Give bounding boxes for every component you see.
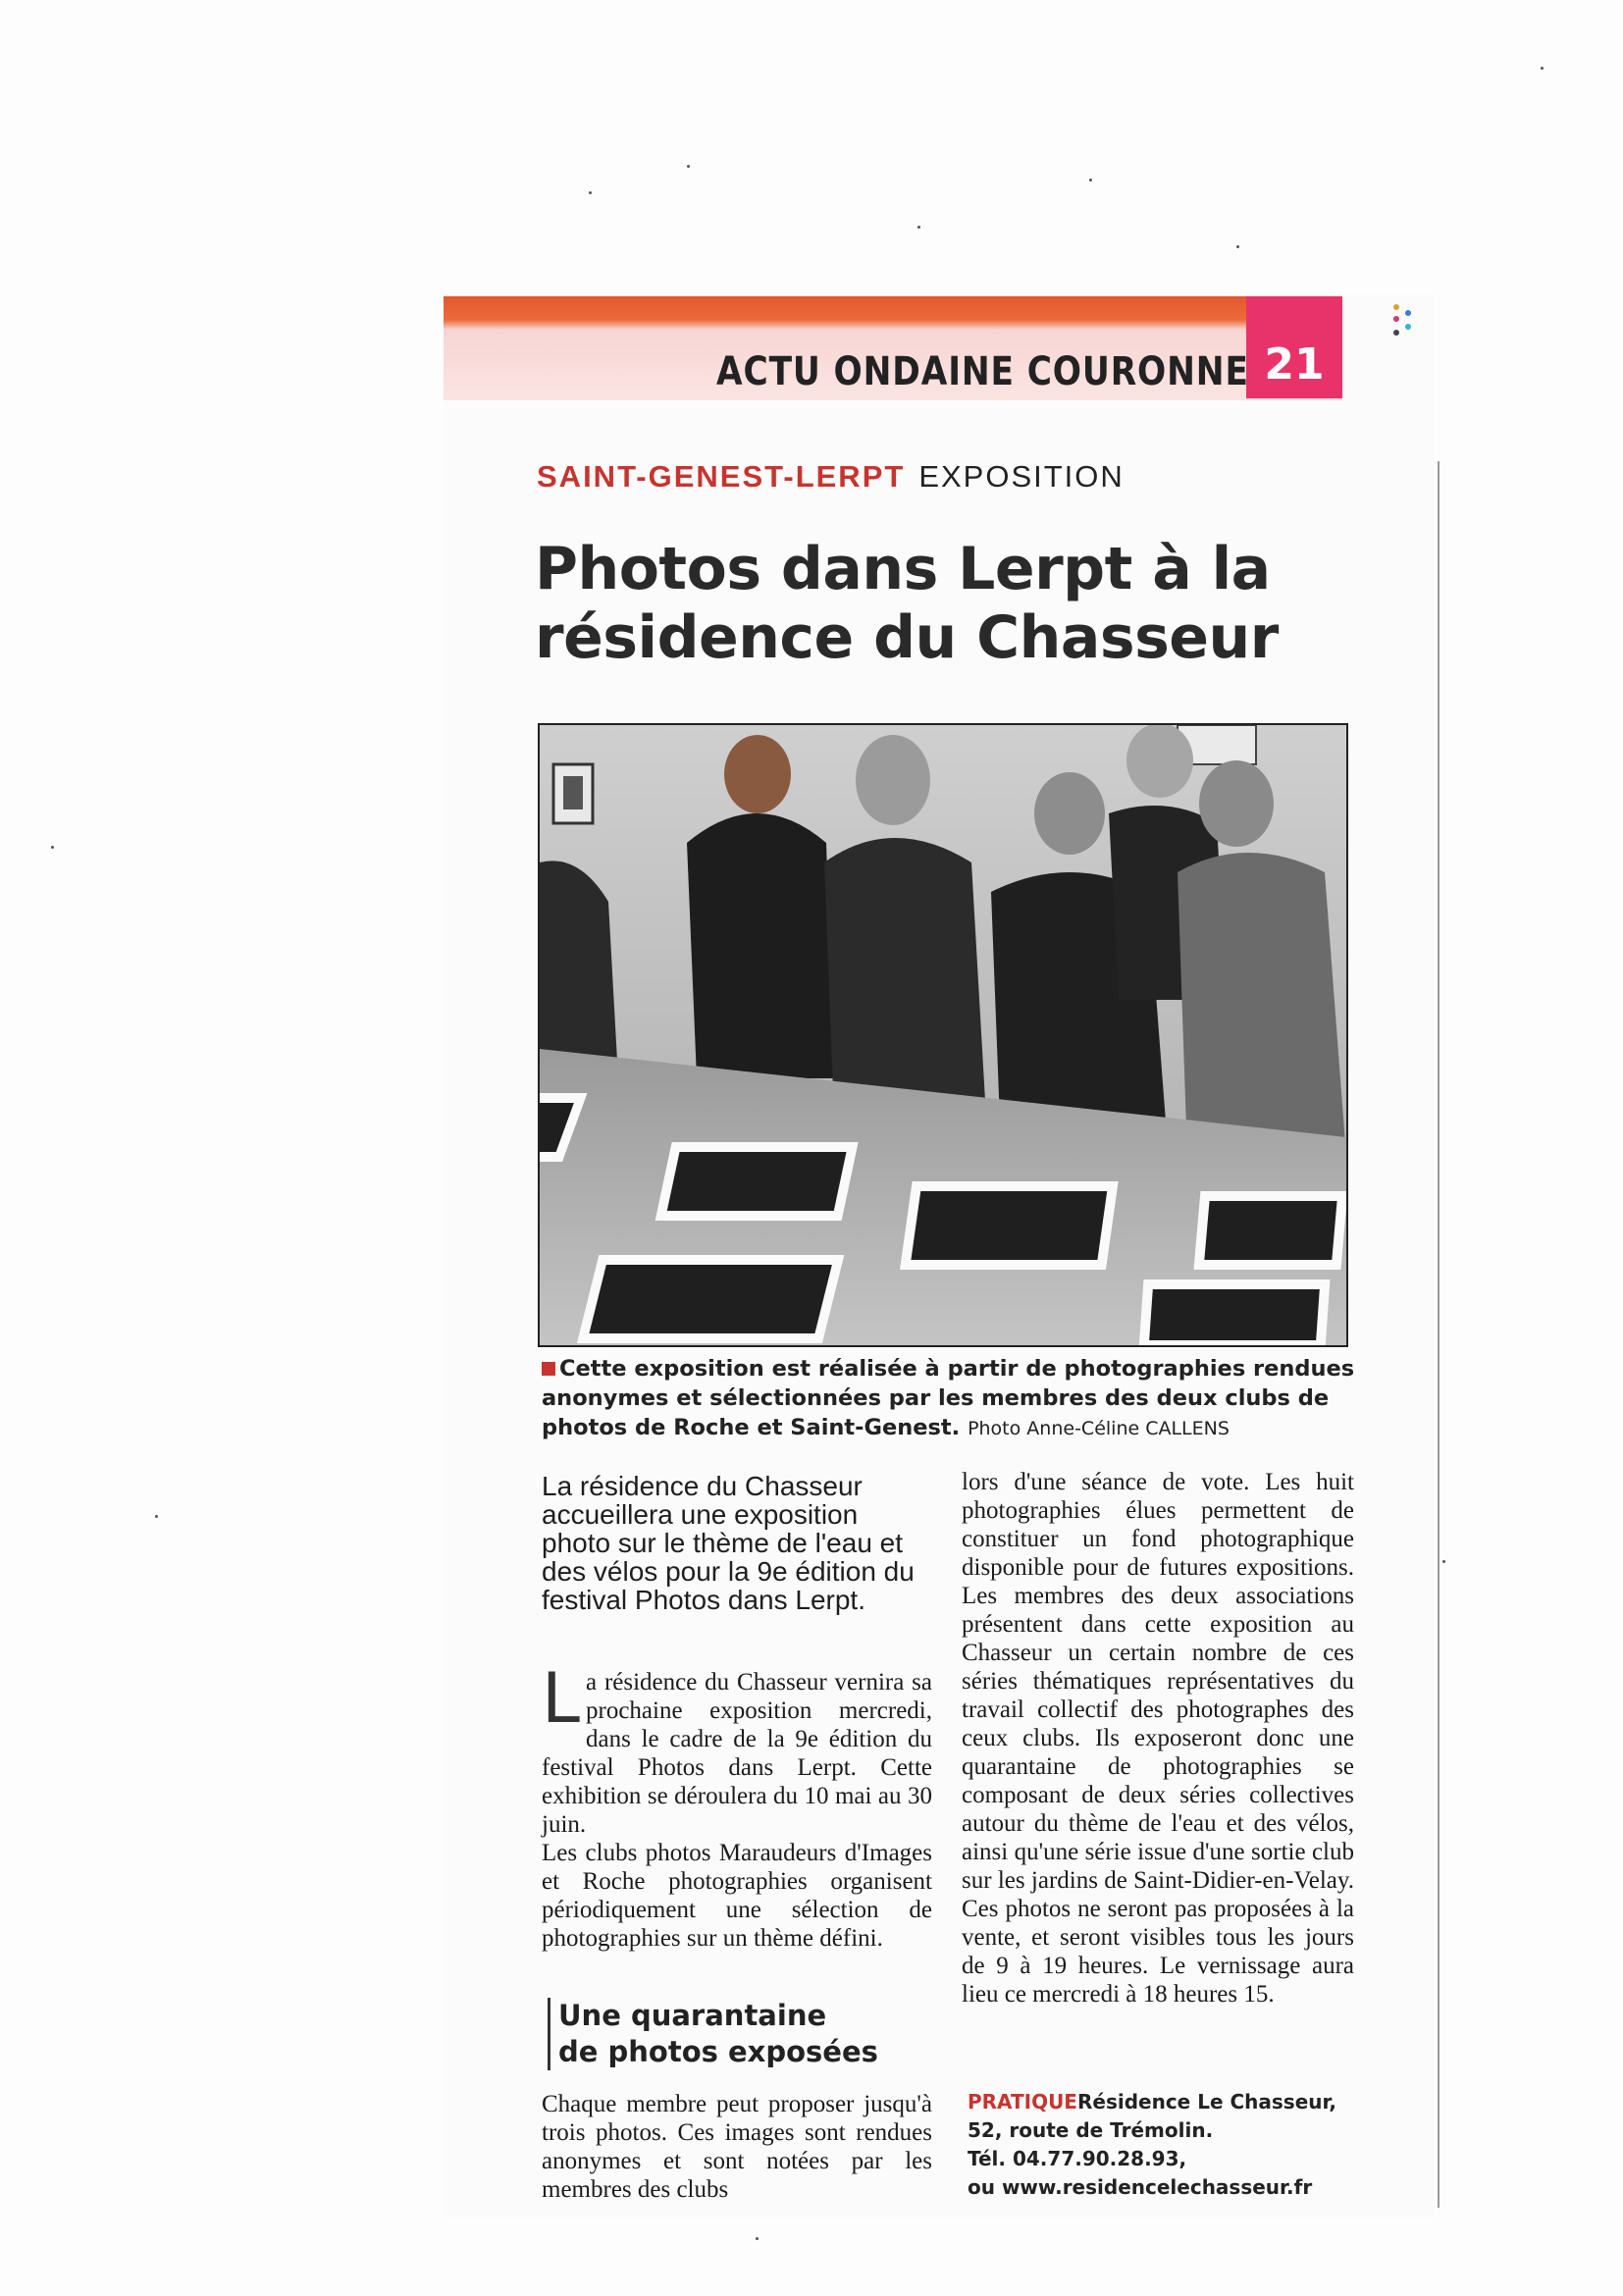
column-rule bbox=[1438, 461, 1440, 2208]
color-registration-dots bbox=[1393, 304, 1413, 343]
practical-tag: PRATIQUE bbox=[968, 2090, 1077, 2113]
body-paragraph: Chaque membre peut proposer jusqu'à trois photos. Ces images sont rendues anonymes et sont notées par les membres des clubs bbox=[542, 2091, 932, 2203]
scan-speck bbox=[51, 846, 54, 849]
drop-cap: L bbox=[542, 1658, 580, 1739]
kicker-rubric: EXPOSITION bbox=[918, 459, 1125, 494]
lead-paragraph: La résidence du Chasseur accueillera une exposition photo sur le thème de l'eau et des vélos pour la 9e édition du festival Photos dans Lerpt. bbox=[542, 1471, 915, 1615]
scan-speck bbox=[155, 1515, 158, 1518]
article-photo bbox=[538, 723, 1348, 1347]
scan-speck bbox=[917, 226, 920, 229]
page-number: 21 bbox=[1264, 339, 1325, 390]
scan-speck bbox=[589, 191, 592, 194]
headline-line: Photos dans Lerpt à la bbox=[535, 535, 1271, 603]
practical-website: ou www.residencelechasseur.fr bbox=[968, 2175, 1313, 2199]
photo-credit: Photo Anne-Céline CALLENS bbox=[968, 1418, 1230, 1439]
body-paragraph: Les clubs photos Maraudeurs d'Images et Roche photographies organisent périodiquement une sélection de photographies sur un thème défini. bbox=[542, 1840, 932, 1952]
kicker-place: SAINT-GENEST-LERPT bbox=[537, 459, 906, 494]
photo-illustration bbox=[540, 725, 1346, 1345]
body-column-1 bbox=[542, 1658, 932, 1953]
headline bbox=[535, 535, 1418, 672]
practical-line: 52, route de Trémolin. bbox=[968, 2118, 1214, 2142]
subheading-line: de photos exposées bbox=[558, 2035, 878, 2068]
scan-speck bbox=[1236, 245, 1239, 248]
practical-line: Tél. 04.77.90.28.93, bbox=[968, 2147, 1187, 2170]
kicker bbox=[537, 459, 1125, 495]
scan-speck bbox=[756, 2237, 759, 2240]
subheading-line: Une quarantaine bbox=[558, 1999, 827, 2032]
section-label: ACTU ONDAINE COURONNE bbox=[716, 349, 1249, 394]
photo-caption bbox=[542, 1354, 1356, 1443]
body-column-2: lors d'une séance de vote. Les huit photographies élues permettent de constituer un fond photographique disponible pour de futures expositions. Les membres des deux associations présentent dans cette exposition au Chasseur un certain nombre de ces séries thématiques représentatives du travail collectif des photographes des ceux clubs. Ils exposeront donc une quarantaine de photographies se composant de deux séries collectives autour du thème de l'eau et des vélos, ainsi qu'une série issue d'une sortie club sur les jardins de Saint-Didier-en-Velay. Ces photos ne seront pas proposées à la vente, et seront visibles tous les jours de 9 à 19 heures. Le vernissage aura lieu ce mercredi à 18 heures 15. bbox=[962, 1469, 1354, 2008]
scan-speck bbox=[687, 165, 690, 168]
practical-info bbox=[968, 2088, 1360, 2202]
headline-line: résidence du Chasseur bbox=[535, 603, 1279, 672]
practical-line: Résidence Le Chasseur, bbox=[1076, 2090, 1337, 2113]
caption-text: Cette exposition est réalisée à partir de photographies rendues anonymes et sélectionnées par les membres des deux clubs de photos de Roche et Saint-Genest. bbox=[542, 1356, 1355, 1440]
caption-marker bbox=[542, 1362, 555, 1376]
scan-speck bbox=[1541, 67, 1544, 70]
scan-speck bbox=[1442, 1560, 1445, 1563]
body-paragraph: a résidence du Chasseur vernira sa prochaine exposition mercredi, dans le cadre de la 9e édition du festival Photos dans Lerpt. Cette exhibition se déroulera du 10 mai au 30 juin. bbox=[542, 1669, 932, 1838]
scan-speck bbox=[1089, 179, 1092, 182]
subheading bbox=[548, 1998, 941, 2070]
